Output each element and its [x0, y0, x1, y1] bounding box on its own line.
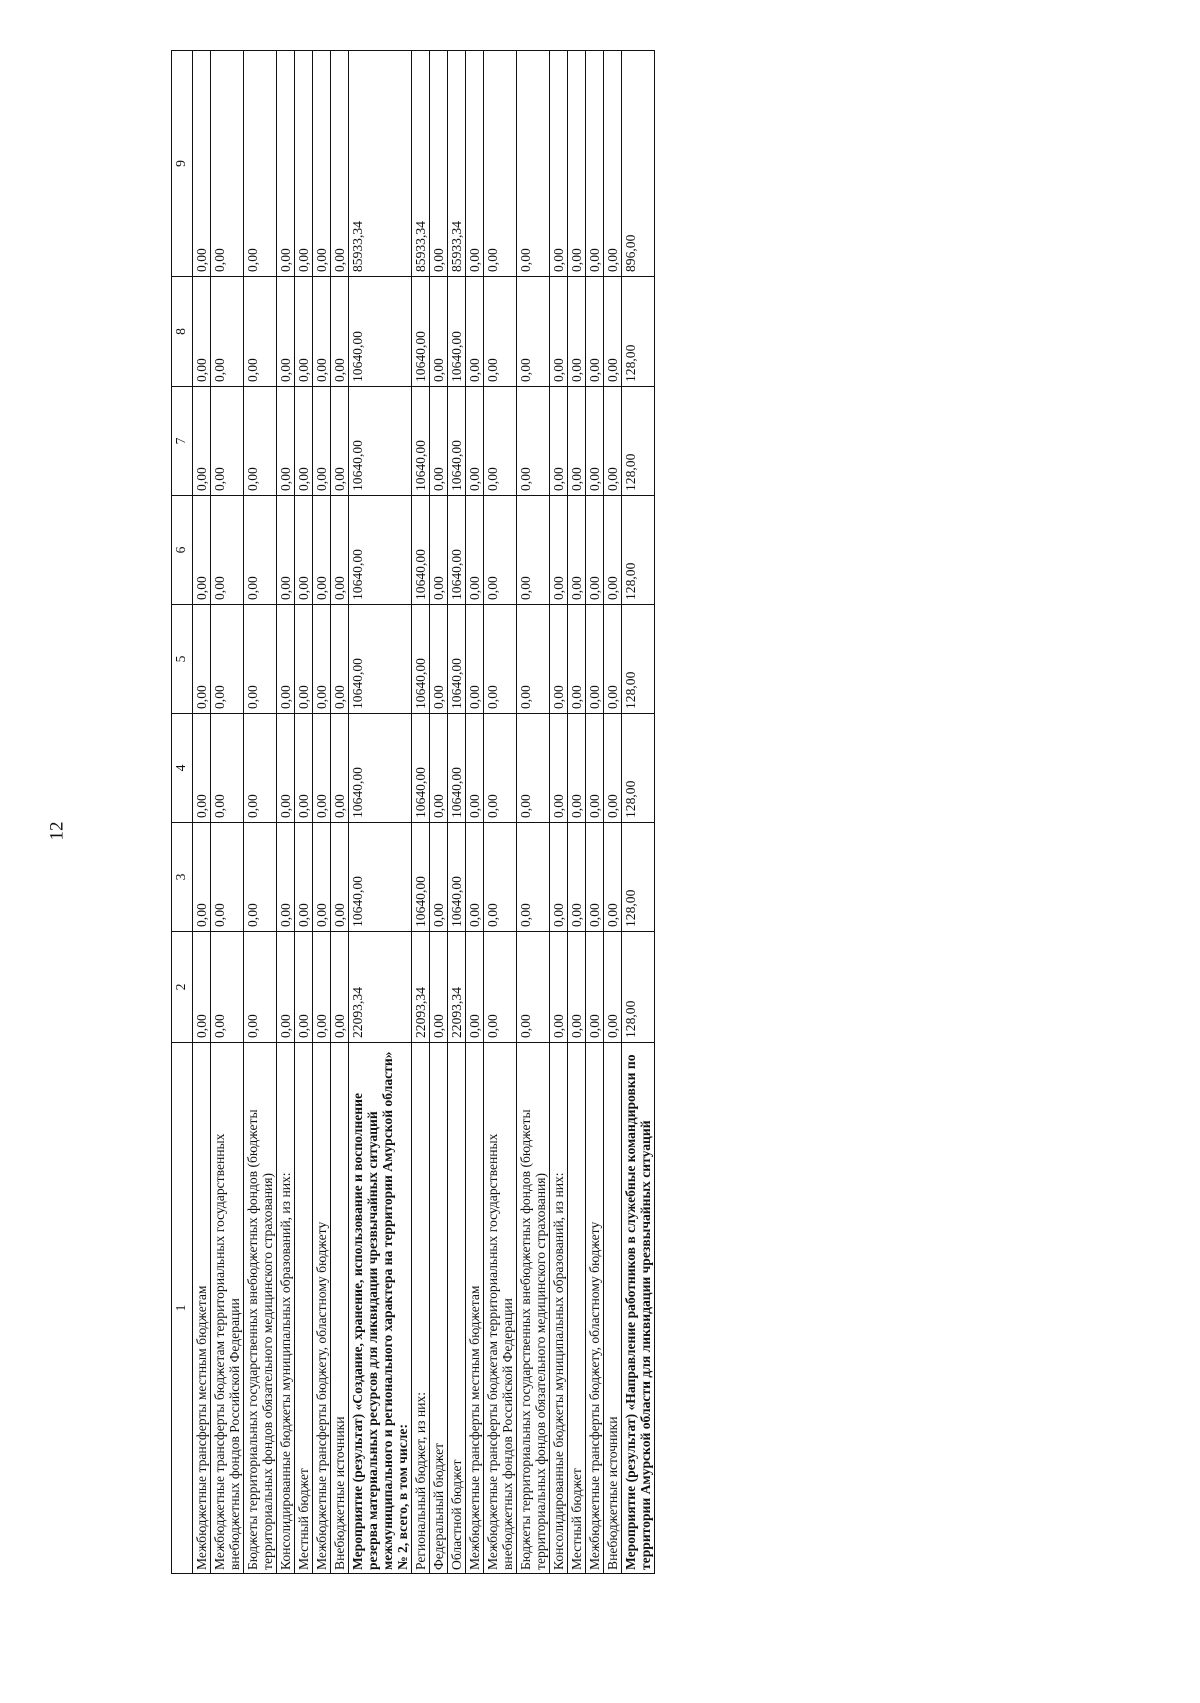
row-value: 0,00: [484, 605, 517, 714]
row-value: 0,00: [430, 277, 448, 387]
row-value: 0,00: [313, 496, 331, 605]
row-value: 128,00: [622, 714, 655, 823]
row-value: 0,00: [604, 277, 622, 387]
row-value: 0,00: [313, 932, 331, 1043]
table-row: [430, 51, 448, 1574]
row-value: 0,00: [484, 823, 517, 932]
row-value: 128,00: [622, 277, 655, 387]
row-value: 0,00: [604, 387, 622, 496]
rotated-table-page: [171, 51, 1085, 1574]
row-value: 22093,34: [412, 932, 430, 1043]
table-row: [466, 51, 484, 1574]
row-value: 0,00: [295, 51, 313, 277]
row-value: 0,00: [313, 277, 331, 387]
row-value: 0,00: [484, 714, 517, 823]
table-row: [517, 51, 550, 1574]
row-value: 0,00: [604, 823, 622, 932]
row-value: 85933,34: [412, 51, 430, 277]
row-value: 0,00: [277, 51, 295, 277]
table-row: [484, 51, 517, 1574]
row-label: Межбюджетные трансферты бюджетам территориальных государственных внебюджетных фондов Российской Федерации: [484, 1043, 517, 1574]
row-label: Мероприятие (результат) «Создание, хранение, использование и восполнение резерва материальных ресурсов для ликвидации чрезвычайных ситуаций межмуниципального и регионального характера на территории Амурской области» № 2, всего, в том числе:: [349, 1043, 412, 1574]
row-value: 0,00: [550, 932, 568, 1043]
row-value: 10640,00: [412, 714, 430, 823]
table-row: [244, 51, 277, 1574]
table-row: [586, 51, 604, 1574]
table-row: [331, 51, 349, 1574]
column-header: 3: [172, 823, 193, 932]
row-value: 0,00: [517, 51, 550, 277]
row-value: 10640,00: [349, 823, 412, 932]
row-value: 0,00: [568, 51, 586, 277]
row-value: 85933,34: [448, 51, 466, 277]
row-value: 0,00: [193, 51, 211, 277]
row-value: 0,00: [466, 277, 484, 387]
row-value: 0,00: [550, 823, 568, 932]
row-value: 0,00: [430, 496, 448, 605]
page-number: 12: [46, 821, 68, 841]
row-value: 0,00: [586, 277, 604, 387]
row-value: 10640,00: [448, 496, 466, 605]
row-value: 0,00: [484, 277, 517, 387]
table-row: [622, 51, 655, 1574]
row-value: 0,00: [568, 387, 586, 496]
row-value: 0,00: [277, 387, 295, 496]
row-value: 0,00: [517, 932, 550, 1043]
row-value: 0,00: [586, 387, 604, 496]
row-value: 0,00: [568, 496, 586, 605]
row-label: Консолидированные бюджеты муниципальных образований, из них:: [550, 1043, 568, 1574]
row-value: 0,00: [586, 51, 604, 277]
row-label: Местный бюджет: [295, 1043, 313, 1574]
row-label: Внебюджетные источники: [331, 1043, 349, 1574]
row-value: 0,00: [586, 496, 604, 605]
row-value: 0,00: [193, 496, 211, 605]
row-value: 128,00: [622, 387, 655, 496]
row-value: 0,00: [586, 714, 604, 823]
row-label: Межбюджетные трансферты бюджету, областному бюджету: [586, 1043, 604, 1574]
row-value: 0,00: [295, 605, 313, 714]
row-value: 0,00: [604, 496, 622, 605]
row-value: 0,00: [193, 605, 211, 714]
row-value: 85933,34: [349, 51, 412, 277]
row-value: 0,00: [193, 932, 211, 1043]
row-value: 0,00: [331, 496, 349, 605]
row-value: 0,00: [313, 51, 331, 277]
row-value: 10640,00: [412, 823, 430, 932]
row-value: 0,00: [331, 387, 349, 496]
row-label: Региональный бюджет, из них:: [412, 1043, 430, 1574]
row-value: 0,00: [244, 605, 277, 714]
row-value: 0,00: [466, 496, 484, 605]
row-value: 10640,00: [448, 277, 466, 387]
row-value: 0,00: [277, 277, 295, 387]
row-value: 0,00: [604, 932, 622, 1043]
row-value: 0,00: [193, 387, 211, 496]
row-value: 0,00: [313, 714, 331, 823]
row-value: 10640,00: [412, 496, 430, 605]
row-value: 0,00: [430, 387, 448, 496]
row-value: 0,00: [466, 51, 484, 277]
row-value: 0,00: [430, 714, 448, 823]
row-value: 10640,00: [448, 714, 466, 823]
row-value: 128,00: [622, 823, 655, 932]
row-value: 0,00: [568, 823, 586, 932]
row-value: 0,00: [550, 714, 568, 823]
row-value: 0,00: [550, 51, 568, 277]
row-value: 0,00: [466, 932, 484, 1043]
row-value: 10640,00: [349, 714, 412, 823]
row-value: 0,00: [568, 714, 586, 823]
row-value: 0,00: [295, 387, 313, 496]
row-value: 0,00: [211, 387, 244, 496]
row-value: 0,00: [211, 823, 244, 932]
row-value: 0,00: [244, 496, 277, 605]
row-value: 10640,00: [448, 823, 466, 932]
row-value: 0,00: [550, 496, 568, 605]
row-value: 0,00: [277, 823, 295, 932]
row-value: 0,00: [313, 605, 331, 714]
row-value: 0,00: [568, 932, 586, 1043]
row-value: 0,00: [277, 605, 295, 714]
row-label: Бюджеты территориальных государственных внебюджетных фондов (бюджеты территориальных фондов обязательного медицинского страхования): [517, 1043, 550, 1574]
row-value: 0,00: [331, 823, 349, 932]
row-label: Федеральный бюджет: [430, 1043, 448, 1574]
table-row: [211, 51, 244, 1574]
row-value: 0,00: [331, 605, 349, 714]
row-value: 0,00: [211, 277, 244, 387]
row-value: 0,00: [466, 714, 484, 823]
row-value: 0,00: [277, 496, 295, 605]
row-value: 0,00: [430, 823, 448, 932]
row-value: 0,00: [211, 51, 244, 277]
row-value: 10640,00: [412, 605, 430, 714]
row-value: 0,00: [193, 823, 211, 932]
row-value: 0,00: [430, 51, 448, 277]
row-value: 0,00: [484, 932, 517, 1043]
row-value: 0,00: [430, 932, 448, 1043]
table-row: [295, 51, 313, 1574]
row-label: Внебюджетные источники: [604, 1043, 622, 1574]
row-value: 0,00: [331, 714, 349, 823]
row-value: 0,00: [466, 605, 484, 714]
row-value: 10640,00: [448, 387, 466, 496]
column-header: 6: [172, 496, 193, 605]
row-label: Областной бюджет: [448, 1043, 466, 1574]
column-header: 1: [172, 1043, 193, 1574]
row-value: 10640,00: [349, 277, 412, 387]
row-value: 896,00: [622, 51, 655, 277]
row-value: 0,00: [244, 932, 277, 1043]
row-value: 0,00: [244, 51, 277, 277]
row-value: 0,00: [244, 714, 277, 823]
row-value: 0,00: [244, 823, 277, 932]
row-label: Местный бюджет: [568, 1043, 586, 1574]
row-value: 0,00: [295, 823, 313, 932]
table-row: [193, 51, 211, 1574]
row-value: 0,00: [586, 823, 604, 932]
row-label: Бюджеты территориальных государственных внебюджетных фондов (бюджеты территориальных фондов обязательного медицинского страхования): [244, 1043, 277, 1574]
row-value: 0,00: [193, 277, 211, 387]
table-row: [448, 51, 466, 1574]
row-value: 10640,00: [349, 496, 412, 605]
row-value: 0,00: [604, 605, 622, 714]
row-value: 0,00: [295, 277, 313, 387]
row-value: 10640,00: [412, 387, 430, 496]
row-value: 0,00: [211, 605, 244, 714]
row-value: 0,00: [604, 51, 622, 277]
row-value: 0,00: [430, 605, 448, 714]
row-label: Межбюджетные трансферты местным бюджетам: [466, 1043, 484, 1574]
row-label: Мероприятие (результат) «Направление работников в служебные командировки по территории Амурской области для ликвидации чрезвычайных ситуаций: [622, 1043, 655, 1574]
row-value: 0,00: [295, 496, 313, 605]
row-value: 10640,00: [448, 605, 466, 714]
column-header: 2: [172, 932, 193, 1043]
row-value: 0,00: [586, 605, 604, 714]
row-value: 0,00: [331, 277, 349, 387]
row-value: 128,00: [622, 932, 655, 1043]
row-value: 0,00: [484, 51, 517, 277]
row-value: 0,00: [517, 277, 550, 387]
table-row: [604, 51, 622, 1574]
row-label: Межбюджетные трансферты бюджетам территориальных государственных внебюджетных фондов Российской Федерации: [211, 1043, 244, 1574]
table-row: [313, 51, 331, 1574]
row-value: 0,00: [550, 605, 568, 714]
row-value: 0,00: [211, 496, 244, 605]
row-value: 0,00: [193, 714, 211, 823]
row-value: 0,00: [484, 387, 517, 496]
row-value: 0,00: [517, 496, 550, 605]
row-value: 0,00: [277, 714, 295, 823]
row-value: 0,00: [568, 277, 586, 387]
row-value: 10640,00: [349, 605, 412, 714]
row-value: 0,00: [550, 387, 568, 496]
table-row: [568, 51, 586, 1574]
table-header-row: [172, 51, 193, 1574]
row-value: 0,00: [244, 277, 277, 387]
budget-table: [171, 50, 655, 1574]
table-row: [412, 51, 430, 1574]
row-value: 0,00: [568, 605, 586, 714]
row-value: 0,00: [277, 932, 295, 1043]
row-value: 0,00: [313, 387, 331, 496]
row-value: 0,00: [550, 277, 568, 387]
row-value: 0,00: [331, 932, 349, 1043]
row-value: 0,00: [295, 932, 313, 1043]
row-value: 0,00: [517, 823, 550, 932]
row-value: 10640,00: [349, 387, 412, 496]
row-value: 0,00: [484, 496, 517, 605]
row-value: 0,00: [313, 823, 331, 932]
column-header: 5: [172, 605, 193, 714]
row-value: 0,00: [466, 387, 484, 496]
row-value: 0,00: [295, 714, 313, 823]
row-value: 0,00: [517, 605, 550, 714]
row-value: 0,00: [211, 932, 244, 1043]
table-row: [277, 51, 295, 1574]
row-value: 0,00: [604, 714, 622, 823]
row-value: 22093,34: [349, 932, 412, 1043]
row-value: 128,00: [622, 496, 655, 605]
row-label: Консолидированные бюджеты муниципальных образований, из них:: [277, 1043, 295, 1574]
column-header: 7: [172, 387, 193, 496]
column-header: 9: [172, 51, 193, 277]
row-value: 0,00: [517, 387, 550, 496]
row-label: Межбюджетные трансферты местным бюджетам: [193, 1043, 211, 1574]
row-value: 22093,34: [448, 932, 466, 1043]
row-value: 0,00: [517, 714, 550, 823]
table-row: [349, 51, 412, 1574]
row-label: Межбюджетные трансферты бюджету, областному бюджету: [313, 1043, 331, 1574]
row-value: 0,00: [211, 714, 244, 823]
row-value: 0,00: [244, 387, 277, 496]
row-value: 0,00: [331, 51, 349, 277]
row-value: 0,00: [586, 932, 604, 1043]
table-row: [550, 51, 568, 1574]
column-header: 8: [172, 277, 193, 387]
row-value: 128,00: [622, 605, 655, 714]
row-value: 0,00: [466, 823, 484, 932]
row-value: 10640,00: [412, 277, 430, 387]
column-header: 4: [172, 714, 193, 823]
